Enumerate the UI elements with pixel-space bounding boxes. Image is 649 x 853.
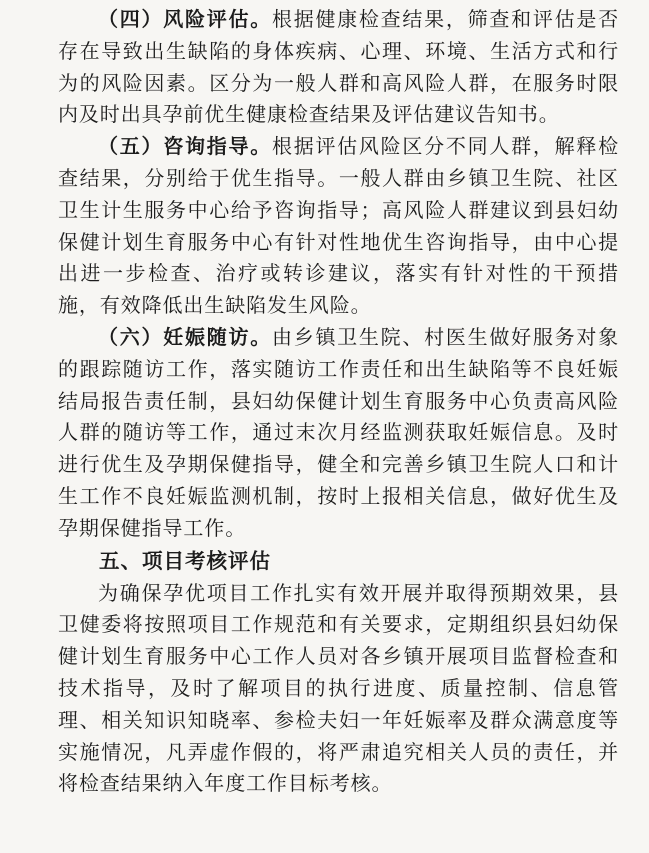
heading-pregnancy-followup: （六）妊娠随访。 bbox=[98, 324, 272, 349]
section-title-project-assessment: 五、项目考核评估 bbox=[99, 548, 271, 573]
heading-risk-assessment: （四）风险评估。 bbox=[98, 7, 272, 31]
text-risk-assessment: 根据健康检查结果，筛查和评估是否存在导致出生缺陷的身体疾病、心理、环境、生活方式和行为的风险因素。区分为一般人群和高风险人群，在服务时限内及时出具孕前优生健康检查结果及评估建议告知书。 bbox=[58, 7, 619, 127]
text-pregnancy-followup: 由乡镇卫生院、村医生做好服务对象的跟踪随访工作，落实随访工作责任和出生缺陷等不良妊娠结局报告责任制，县妇幼保健计划生育服务中心负责高风险人群的随访等工作，通过末次月经监测获取妊娠信息。及时进行优生及孕期保健指导，健全和完善乡镇卫生院人口和计生工作不良妊娠监测机制，按时上报相关信息，做好优生及孕期保健指导工作。 bbox=[58, 324, 619, 540]
heading-consultation: （五）咨询指导。 bbox=[98, 134, 272, 159]
text-consultation: 根据评估风险区分不同人群，解释检查结果，分别给于优生指导。一般人群由乡镇卫生院、社区卫生计生服务中心给予咨询指导；高风险人群建议到县妇幼保健计划生育服务中心有针对性地优生咨询指导，由中心提出进一步检查、治疗或转诊建议，落实有针对性的干预措施，有效降低出生缺陷发生风险。 bbox=[58, 134, 619, 318]
paragraph-pregnancy-followup bbox=[58, 322, 619, 545]
paragraph-risk-assessment bbox=[58, 4, 619, 131]
paragraph-project-assessment: 为确保孕优项目工作扎实有效开展并取得预期效果，县卫健委将按照项目工作规范和有关要求，定期组织县妇幼保健计划生育服务中心工作人员对各乡镇开展项目监督检查和技术指导，及时了解项目的执行进度、质量控制、信息管理、相关知识知晓率、参检夫妇一年妊娠率及群众满意度等实施情况，凡弄虚作假的，将严肃追究相关人员的责任，并将检查结果纳入年度工作目标考核。 bbox=[58, 580, 619, 796]
paragraph-consultation bbox=[58, 131, 619, 322]
